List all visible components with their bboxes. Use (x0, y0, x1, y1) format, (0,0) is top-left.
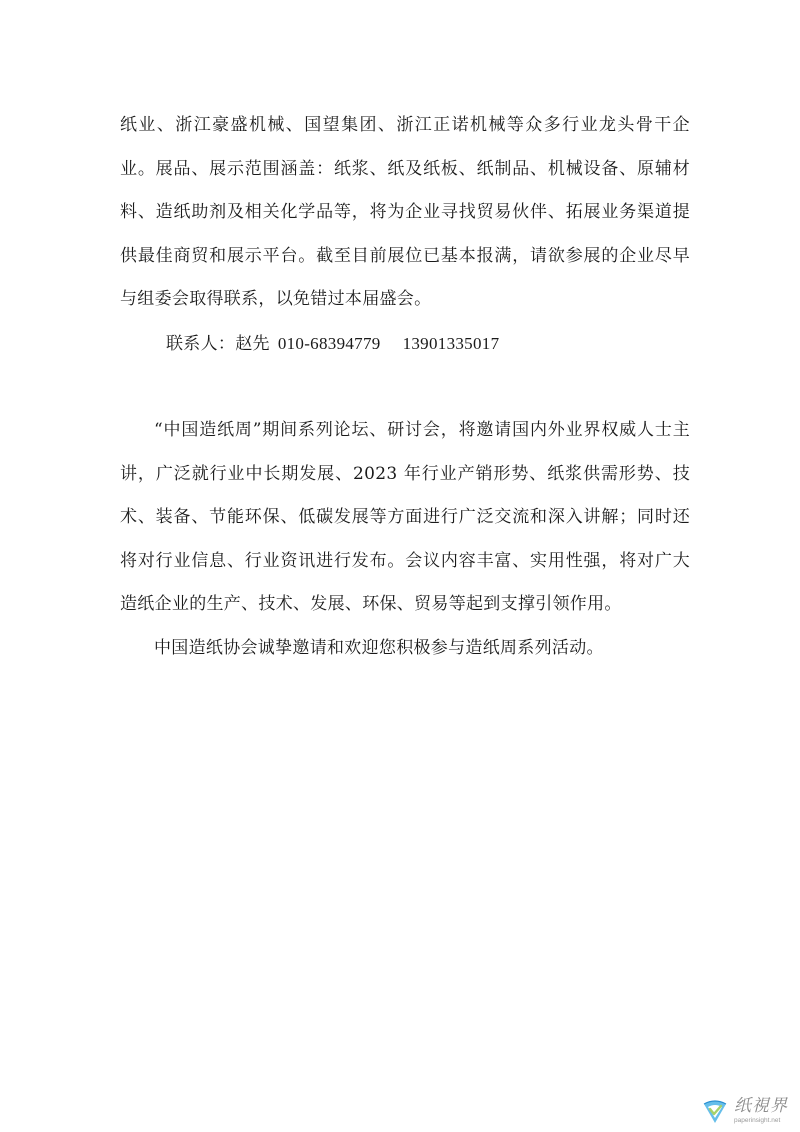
watermark-url: paperinsight.net (734, 1116, 781, 1124)
paragraph-gap (120, 366, 690, 409)
watermark-text (734, 1095, 788, 1125)
exhibitor-paragraph: 纸业、浙江豪盛机械、国望集团、浙江正诺机械等众多行业龙头骨干企业。展品、展示范围涵盖：纸浆、纸及纸板、纸制品、机械设备、原辅材料、造纸助剂及相关化学品等，将为企业寻找贸易伙伴、拓展业务渠道提供最佳商贸和展示平台。截至目前展位已基本报满，请欲参展的企业尽早与组委会取得联系，以免错过本届盛会。 (120, 115, 690, 309)
site-watermark (700, 1090, 800, 1132)
forum-paragraph: “中国造纸周”期间系列论坛、研讨会，将邀请国内外业界权威人士主讲，广泛就行业中长期发展、2023 年行业产销形势、纸浆供需形势、技术、装备、节能环保、低碳发展等方面进行广泛交流和深入讲解；同时还将对行业信息、行业资讯进行发布。会议内容丰富、实用性强，将对广大造纸企业的生产、技术、发展、环保、贸易等起到支撑引领作用。 (120, 420, 690, 614)
contact-label: 联系人：赵先 (166, 333, 270, 354)
contact-line (120, 322, 690, 367)
document-body (120, 104, 690, 670)
invitation-paragraph: 中国造纸协会诚挚邀请和欢迎您积极参与造纸周系列活动。 (154, 637, 604, 658)
contact-mobile: 13901335017 (402, 333, 500, 353)
paper-insight-logo-icon (700, 1096, 730, 1126)
watermark-brand: 纸視界 (734, 1095, 788, 1116)
contact-phone: 010-68394779 (277, 333, 381, 353)
